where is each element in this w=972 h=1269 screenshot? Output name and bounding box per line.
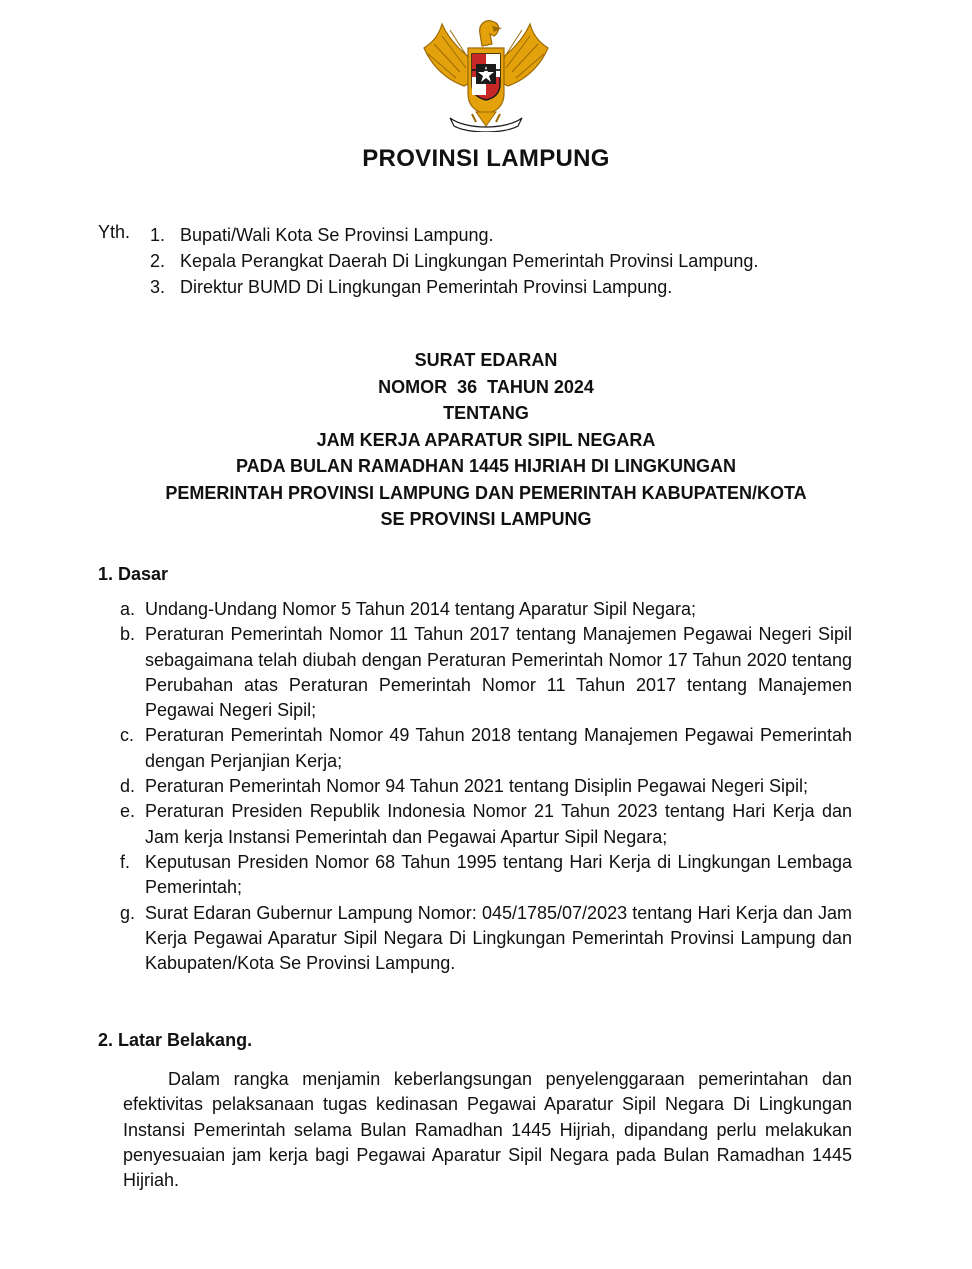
circular-heading <box>0 347 972 533</box>
list-text: Peraturan Pemerintah Nomor 94 Tahun 2021 tentang Disiplin Pegawai Negeri Sipil; <box>145 776 809 797</box>
heading-line-subject-4: SE PROVINSI LAMPUNG <box>380 509 592 529</box>
legal-basis-list <box>120 597 852 976</box>
list-text: Undang-Undang Nomor 5 Tahun 2014 tentang Aparatur Sipil Negara; <box>145 599 697 619</box>
heading-line-number: NOMOR 36 TAHUN 2024 <box>378 376 594 397</box>
list-letter: g. <box>120 902 136 923</box>
recipient-text: Kepala Perangkat Daerah Di Lingkungan Pemerintah Provinsi Lampung. <box>180 251 759 271</box>
recipient-item <box>150 222 850 248</box>
list-item <box>120 850 852 901</box>
heading-line-type: SURAT EDARAN <box>414 350 558 370</box>
province-title: PROVINSI LAMPUNG <box>362 145 610 172</box>
list-item <box>120 622 852 723</box>
recipient-number: 3. <box>150 277 166 297</box>
recipient-item <box>150 248 850 274</box>
list-text: Peraturan Pemerintah Nomor 49 Tahun 2018 tentang Manajemen Pegawai Pemerintah dengan Perjanjian Kerja; <box>145 725 852 771</box>
recipient-text: Direktur BUMD Di Lingkungan Pemerintah Provinsi Lampung. <box>180 277 673 297</box>
background-paragraph: Dalam rangka menjamin keberlangsungan penyelenggaraan pemerintahan dan efektivitas pelaksanaan tugas kedinasan Pegawai Aparatur Sipil Negara Di Lingkungan Instansi Pemerintah selama Bulan Ramadhan 1445 Hijriah, dipandang perlu melakukan penyesuaian jam kerja bagi Pegawai Aparatur Sipil Negara pada Bulan Ramadhan 1445 Hijriah. <box>123 1069 852 1191</box>
garuda-emblem-icon <box>420 14 552 132</box>
list-item <box>120 799 852 850</box>
list-item <box>120 723 852 774</box>
list-letter: a. <box>120 599 136 619</box>
recipient-item <box>150 274 850 300</box>
heading-line-subject-3: PEMERINTAH PROVINSI LAMPUNG DAN PEMERINTAH KABUPATEN/KOTA <box>165 482 807 503</box>
list-letter: f. <box>120 851 131 872</box>
list-text: Surat Edaran Gubernur Lampung Nomor: 045/1785/07/2023 tentang Hari Kerja dan Jam Kerja Pegawai Aparatur Sipil Negara Di Lingkungan Pemerintah Provinsi Lampung dan Kabupaten/Kota Se Provinsi Lampung. <box>145 902 852 974</box>
section-title-latar-belakang: 2. Latar Belakang. <box>98 1030 253 1050</box>
recipient-number: 2. <box>150 251 166 271</box>
list-text: Peraturan Pemerintah Nomor 11 Tahun 2017 tentang Manajemen Pegawai Negeri Sipil sebagaimana telah diubah dengan Peraturan Pemerintah Nomor 17 Tahun 2020 tentang Perubahan atas Peraturan Pemerintah Nomor 11 Tahun 2017 tentang Manajemen Pegawai Negeri Sipil; <box>145 624 852 721</box>
list-text: Keputusan Presiden Nomor 68 Tahun 1995 tentang Hari Kerja di Lingkungan Lembaga Pemerintah; <box>145 851 852 898</box>
list-letter: c. <box>120 725 135 746</box>
section-title-dasar: 1. Dasar <box>98 564 169 584</box>
recipient-number: 1. <box>150 225 166 245</box>
recipient-text: Bupati/Wali Kota Se Provinsi Lampung. <box>180 225 494 245</box>
recipient-list <box>150 222 850 300</box>
list-text: Peraturan Presiden Republik Indonesia Nomor 21 Tahun 2023 tentang Hari Kerja dan Jam kerja Instansi Pemerintah dan Pegawai Apartur Sipil Negara; <box>145 801 852 847</box>
heading-line-subject-1: JAM KERJA APARATUR SIPIL NEGARA <box>316 429 656 450</box>
list-letter: e. <box>120 801 136 822</box>
list-letter: b. <box>120 624 136 645</box>
recipient-label: Yth. <box>98 222 131 242</box>
heading-line-about: TENTANG <box>443 403 529 423</box>
list-item <box>120 774 852 799</box>
heading-line-subject-2: PADA BULAN RAMADHAN 1445 HIJRIAH DI LINGKUNGAN <box>235 456 737 476</box>
list-letter: d. <box>120 776 136 797</box>
list-item <box>120 901 852 977</box>
list-item <box>120 597 852 622</box>
